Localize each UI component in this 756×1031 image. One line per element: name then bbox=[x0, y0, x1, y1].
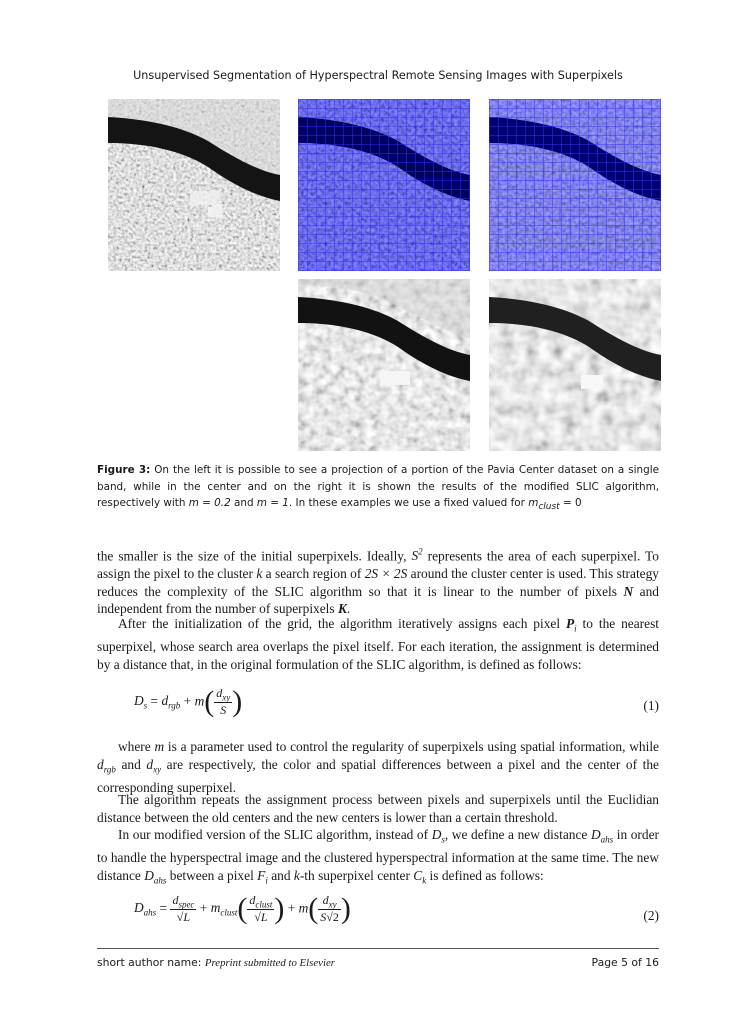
math-f-i: $F_i$ bbox=[257, 867, 268, 886]
math-p-i: $P_i$ bbox=[565, 616, 577, 634]
footer-venue: Preprint submitted to Elsevier bbox=[204, 957, 335, 969]
equation-2 bbox=[97, 893, 659, 939]
slic-result-m1-image bbox=[489, 99, 661, 271]
math-k-2: k bbox=[293, 867, 300, 883]
footer-divider bbox=[97, 948, 659, 949]
para3-text-c: and bbox=[115, 756, 147, 772]
math-s-squared: $S^2$ bbox=[411, 547, 423, 564]
paragraph-modified-version bbox=[97, 826, 659, 890]
segmentation-m02-image bbox=[298, 279, 470, 451]
paragraph-initialization bbox=[97, 615, 659, 673]
para1-text-e: and independent from the number of superpixels bbox=[97, 583, 659, 617]
paragraph-repeat: The algorithm repeats the assignment process between pixels and superpixels until the Euclidian distance between the old centers and the new centers is lower than a certain threshold. bbox=[97, 792, 659, 825]
paragraph-where-m bbox=[97, 738, 659, 796]
para5-text-f: -th superpixel center bbox=[299, 867, 414, 883]
original-band-graphic bbox=[108, 99, 280, 271]
para5-text-d: between a pixel bbox=[166, 867, 258, 883]
footer-author bbox=[97, 956, 335, 969]
slic-result-m1-graphic bbox=[489, 99, 661, 271]
caption-m-clust: $m_{clust}$ bbox=[528, 497, 560, 513]
math-m: m bbox=[154, 739, 165, 754]
slic-result-m02-graphic bbox=[298, 99, 470, 271]
caption-m-value-1: m = 0.2 bbox=[188, 497, 231, 510]
math-d-ahs-2: $D_{ahs}$ bbox=[144, 867, 167, 886]
caption-part-3: . In these examples we use a fixed valued for bbox=[288, 497, 529, 510]
math-d-xy: $d_{xy}$ bbox=[146, 756, 162, 775]
math-d-rgb: $d_{rgb}$ bbox=[97, 756, 116, 775]
math-search-region: 2S × 2S bbox=[364, 566, 408, 582]
para3-text-b: is a parameter used to control the regularity of superpixels using spatial information, while bbox=[164, 739, 659, 754]
caption-part-1: On the left it is possible to see a projection of a portion of the Pavia Center dataset on a single band, while in the center and on the right it is shown the results of the modified SLIC algorithm, respectively with bbox=[97, 464, 659, 510]
para5-text-b: , we define a new distance bbox=[444, 827, 591, 842]
running-header: Unsupervised Segmentation of Hyperspectral Remote Sensing Images with Superpixels bbox=[133, 69, 623, 82]
equation-1-number: (1) bbox=[643, 698, 659, 713]
para1-text-a: the smaller is the size of the initial superpixels. Ideally, bbox=[97, 548, 412, 564]
segmentation-m1-image bbox=[489, 279, 661, 451]
math-k: k bbox=[256, 566, 263, 582]
math-k-upper: K bbox=[337, 601, 347, 617]
para1-text-c: a search region of bbox=[262, 566, 365, 582]
footer-author-label: short author name: bbox=[97, 956, 202, 969]
para5-text-a: In our modified version of the SLIC algorithm, instead of bbox=[118, 827, 432, 842]
para5-text-e: and bbox=[267, 867, 294, 883]
segmentation-m02-graphic bbox=[298, 279, 470, 451]
para1-text-f: . bbox=[346, 601, 351, 617]
slic-result-m02-image bbox=[298, 99, 470, 271]
para3-text-d: are respectively, the color and spatial differences between a pixel and the center of the corresponding superpixel. bbox=[97, 756, 659, 795]
para5-text-c: in order to handle the hyperspectral image and the clustered hyperspectral information at the same time. The new distance bbox=[97, 827, 659, 883]
segmentation-m1-graphic bbox=[489, 279, 661, 451]
caption-m-value-2: m = 1 bbox=[256, 497, 289, 510]
caption-part-4: = 0 bbox=[559, 497, 582, 510]
equation-1-body: $D_s = d_{rgb} + m$( $\frac{d_{xy}}{S}$ ) bbox=[134, 685, 243, 719]
paragraph-superpixel-size bbox=[97, 544, 659, 618]
equation-2-body: $D_{ahs}$ = $\frac{d_{spec}}{√L}$ + $m_{clust}$( $\frac{d_{clust}}{√L}$ ) + m( $\frac{d_{xy}}{S√2}$ ) bbox=[134, 892, 351, 926]
caption-part-2: and bbox=[230, 497, 257, 510]
para3-text-a: where bbox=[118, 739, 155, 754]
equation-2-number: (2) bbox=[643, 908, 659, 923]
math-n: N bbox=[623, 583, 634, 599]
math-d-s: $D_s$ bbox=[431, 827, 445, 845]
figure-label: Figure 3: bbox=[97, 464, 151, 476]
para5-text-g: is defined as follows: bbox=[426, 867, 544, 883]
para1-text-b: represents the area of each superpixel. To assign the pixel to the cluster bbox=[97, 548, 659, 582]
para2-text-a: After the initialization of the grid, the algorithm iteratively assigns each pixel bbox=[118, 616, 566, 631]
para2-text-b: to the nearest superpixel, whose search area overlaps the pixel itself. For each iteration, the assignment is determined by a distance that, in the original formulation of the SLIC algorithm, is defined as follows: bbox=[97, 616, 659, 672]
para1-text-d: around the cluster center is used. This strategy reduces the complexity of the SLIC algorithm so that it is linear to the number of pixels bbox=[97, 566, 659, 599]
original-band-image bbox=[108, 99, 280, 271]
math-d-ahs: $D_{ahs}$ bbox=[590, 827, 614, 845]
footer-page-number: Page 5 of 16 bbox=[591, 956, 659, 969]
figure-caption bbox=[97, 462, 659, 516]
equation-1 bbox=[97, 686, 659, 726]
math-c-k: $C_k$ bbox=[413, 867, 427, 886]
